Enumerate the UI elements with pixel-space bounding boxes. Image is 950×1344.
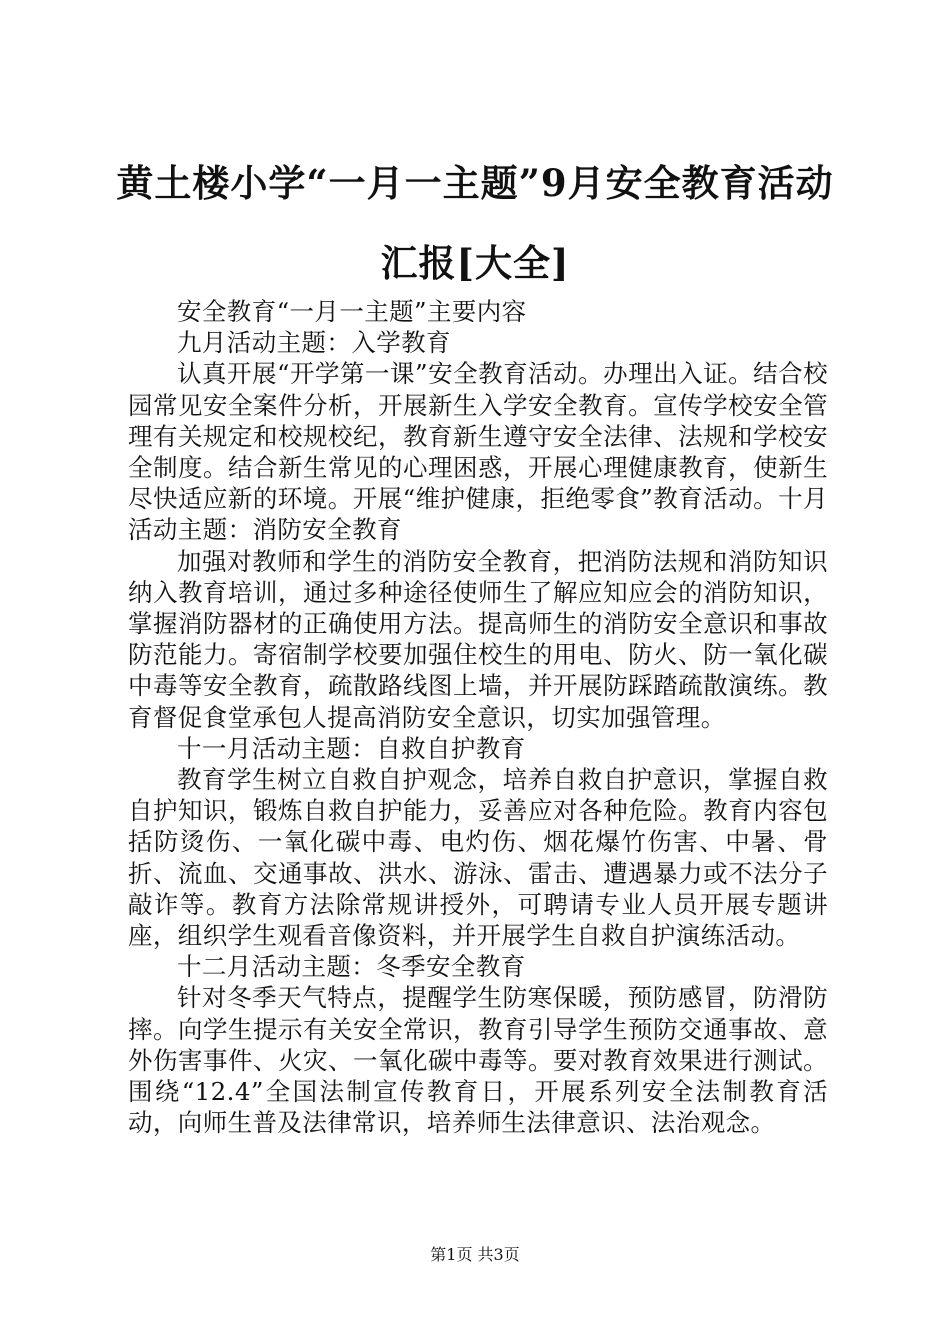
section-heading: 十一月活动主题：自救自护教育 (177, 733, 526, 763)
section-heading: 九月活动主题：入学教育 (177, 328, 451, 358)
body-paragraph: 针对冬季天气特点，提醒学生防寒保暖，预防感冒，防滑防摔。向学生提示有关安全常识，教育引导学生预防交通事故、意外伤害事件、火灾、一氧化碳中毒等。要对教育效果进行测试。围绕“12.4”全国法制宣传教育日，开展系列安全法制教育活动，向师生普及法律常识，培养师生法律意识、法治观念。 (128, 983, 828, 1138)
body-paragraph: 加强对教师和学生的消防安全教育，把消防法规和消防知识纳入教育培训，通过多种途径使师生了解应知应会的消防知识，掌握消防器材的正确使用方法。提高师生的消防安全意识和事故防范能力。寄宿制学校要加强住校生的用电、防火、防一氧化碳中毒等安全教育，疏散路线图上墙，并开展防踩踏疏散演练。教育督促食堂承包人提高消防安全意识，切实加强管理。 (128, 546, 828, 732)
page-footer: 第1页 共3页 (430, 1245, 520, 1264)
section-heading: 十二月活动主题：冬季安全教育 (177, 952, 526, 982)
section-heading: 安全教育“一月一主题”主要内容 (177, 297, 527, 326)
body-paragraph: 认真开展“开学第一课”安全教育活动。办理出入证。结合校园常见安全案件分析，开展新生入学安全教育。宣传学校安全管理有关规定和校规校纪，教育新生遵守安全法律、法规和学校安全制度。结合新生常见的心理困惑，开展心理健康教育，使新生尽快适应新的环境。开展“维护健康，拒绝零食”教育活动。十月活动主题：消防安全教育 (128, 359, 828, 545)
body-paragraph: 教育学生树立自救自护观念，培养自救自护意识，掌握自救自护知识，锻炼自救自护能力，妥善应对各种危险。教育内容包括防烫伤、一氧化碳中毒、电灼伤、烟花爆竹伤害、中暑、骨折、流血、交通事故、洪水、游泳、雷击、遭遇暴力或不法分子敲诈等。教育方法除常规讲授外，可聘请专业人员开展专题讲座，组织学生观看音像资料，并开展学生自救自护演练活动。 (128, 765, 828, 951)
document-body (128, 296, 828, 1138)
document-title-line-1: 黄土楼小学“一月一主题”9月安全教育活动 (116, 161, 834, 205)
document-title-line-2: 汇报[大全] (380, 241, 570, 285)
